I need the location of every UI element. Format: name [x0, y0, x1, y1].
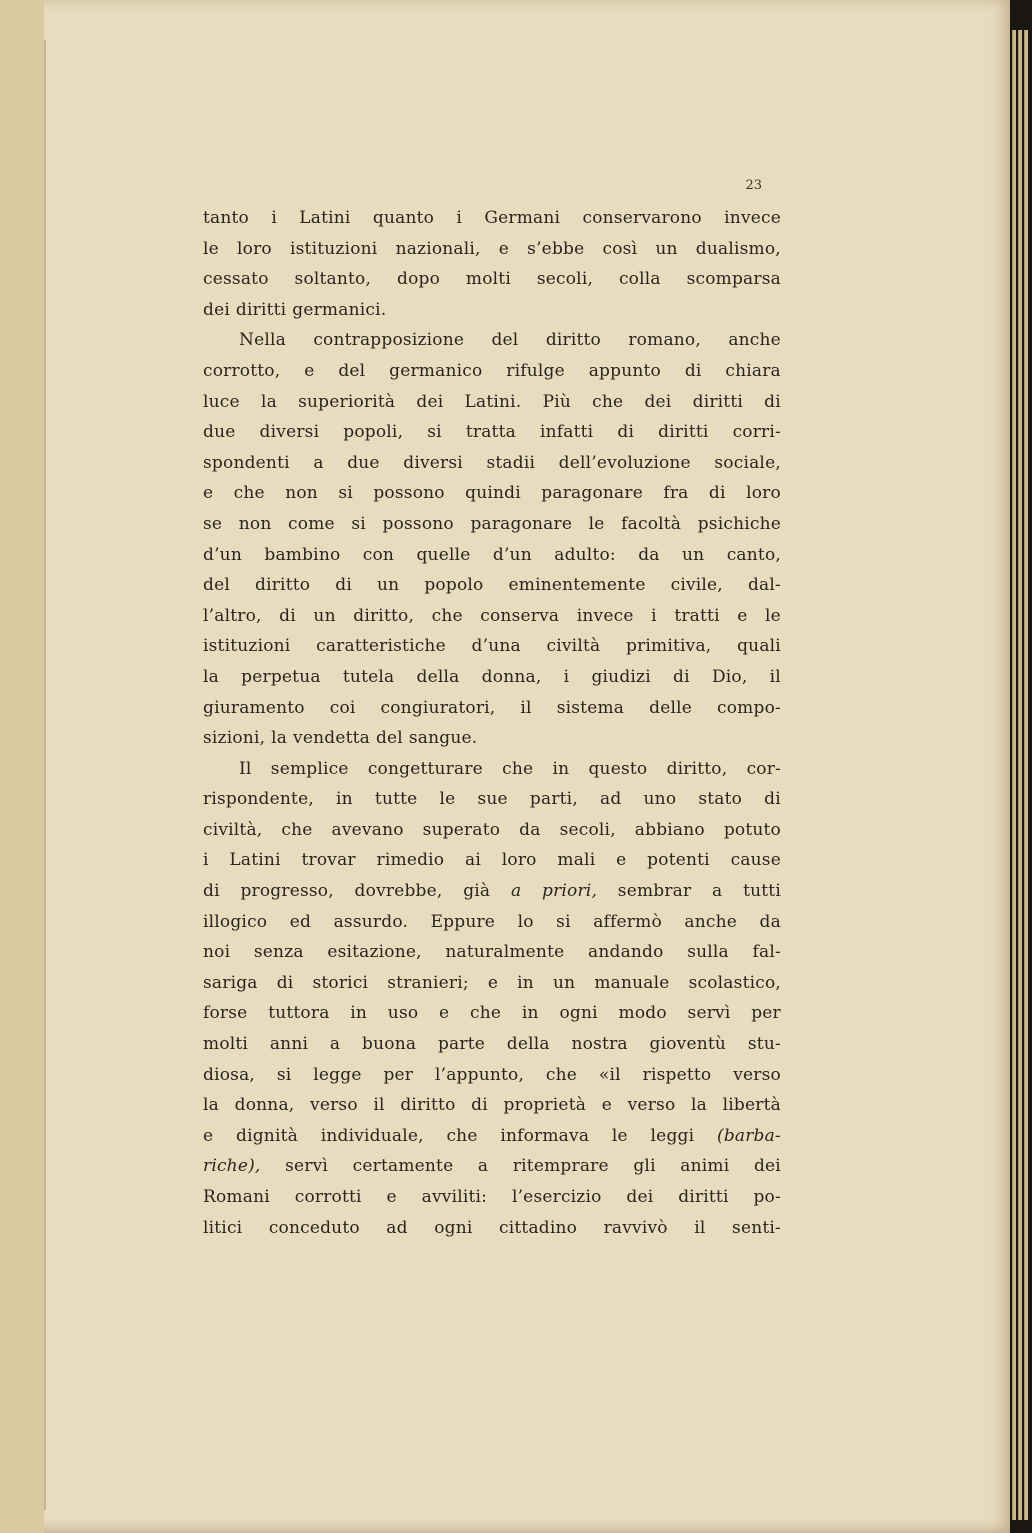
text-line: i Latini trovar rimedio ai loro mali e potenti cause — [203, 850, 781, 871]
text-line: spondenti a due diversi stadii dell’evoluzione sociale, — [203, 452, 781, 473]
text-line: dei diritti germanici. — [203, 299, 387, 320]
body-text — [203, 203, 781, 1243]
text-line: sizioni, la vendetta del sangue. — [203, 728, 478, 749]
text-line: molti anni a buona parte della nostra gioventù stu- — [203, 1034, 781, 1055]
text-line: forse tuttora in uso e che in ogni modo servì per — [203, 1003, 781, 1024]
text-line: d’un bambino con quelle d’un adulto: da un canto, — [203, 544, 781, 565]
text-line: riche), servì certamente a ritemprare gli animi dei — [203, 1156, 781, 1177]
text-line: la perpetua tutela della donna, i giudizi di Dio, il — [203, 666, 781, 687]
text-line: le loro istituzioni nazionali, e s’ebbe così un dualismo, — [203, 238, 781, 259]
text-line: Nella contrapposizione del diritto romano, anche — [239, 330, 781, 351]
text-line: istituzioni caratteristiche d’una civiltà primitiva, quali — [203, 636, 781, 657]
text-line: illogico ed assurdo. Eppure lo si affermò anche da — [203, 911, 781, 932]
text-line: due diversi popoli, si tratta infatti di diritti corri- — [203, 422, 781, 443]
text-line: del diritto di un popolo eminentemente civile, dal- — [203, 575, 781, 596]
text-line: e dignità individuale, che informava le leggi (barba- — [203, 1125, 781, 1146]
page-stack-edge — [1018, 30, 1022, 1520]
text-line: la donna, verso il diritto di proprietà e verso la libertà — [203, 1095, 781, 1116]
page-stack-edge — [1012, 30, 1016, 1520]
text-line: litici conceduto ad ogni cittadino ravvivò il senti- — [203, 1217, 781, 1238]
text-line: l’altro, di un diritto, che conserva invece i tratti e le — [203, 605, 781, 626]
page-number: 23 — [745, 178, 762, 193]
text-line: sariga di storici stranieri; e in un manuale scolastico, — [203, 972, 781, 993]
page-stack-edge — [1024, 30, 1028, 1520]
text-line: e che non si possono quindi paragonare fra di loro — [203, 483, 781, 504]
text-line: luce la superiorità dei Latini. Più che dei diritti di — [203, 391, 781, 412]
text-line: Romani corrotti e avviliti: l’esercizio dei diritti po- — [203, 1187, 781, 1207]
text-line: noi senza esitazione, naturalmente andando sulla fal- — [203, 942, 781, 963]
text-line: cessato soltanto, dopo molti secoli, colla scomparsa — [203, 269, 781, 290]
text-line: giuramento coi congiuratori, il sistema delle compo- — [203, 697, 781, 718]
text-line: di progresso, dovrebbe, già a priori, sembrar a tutti — [203, 881, 781, 902]
text-line: se non come si possono paragonare le facoltà psichiche — [203, 513, 781, 534]
text-line: Il semplice congetturare che in questo diritto, cor- — [239, 758, 781, 779]
text-line: tanto i Latini quanto i Germani conservarono invece — [203, 208, 781, 228]
text-line: corrotto, e del germanico rifulge appunto di chiara — [203, 360, 781, 381]
gutter-fold — [44, 40, 46, 1510]
text-line: civiltà, che avevano superato da secoli, abbiano potuto — [203, 819, 781, 840]
text-line: diosa, si legge per l’appunto, che «il rispetto verso — [203, 1064, 781, 1085]
previous-leaf-edge — [0, 0, 44, 1533]
text-line: rispondente, in tutte le sue parti, ad uno stato di — [203, 789, 781, 810]
